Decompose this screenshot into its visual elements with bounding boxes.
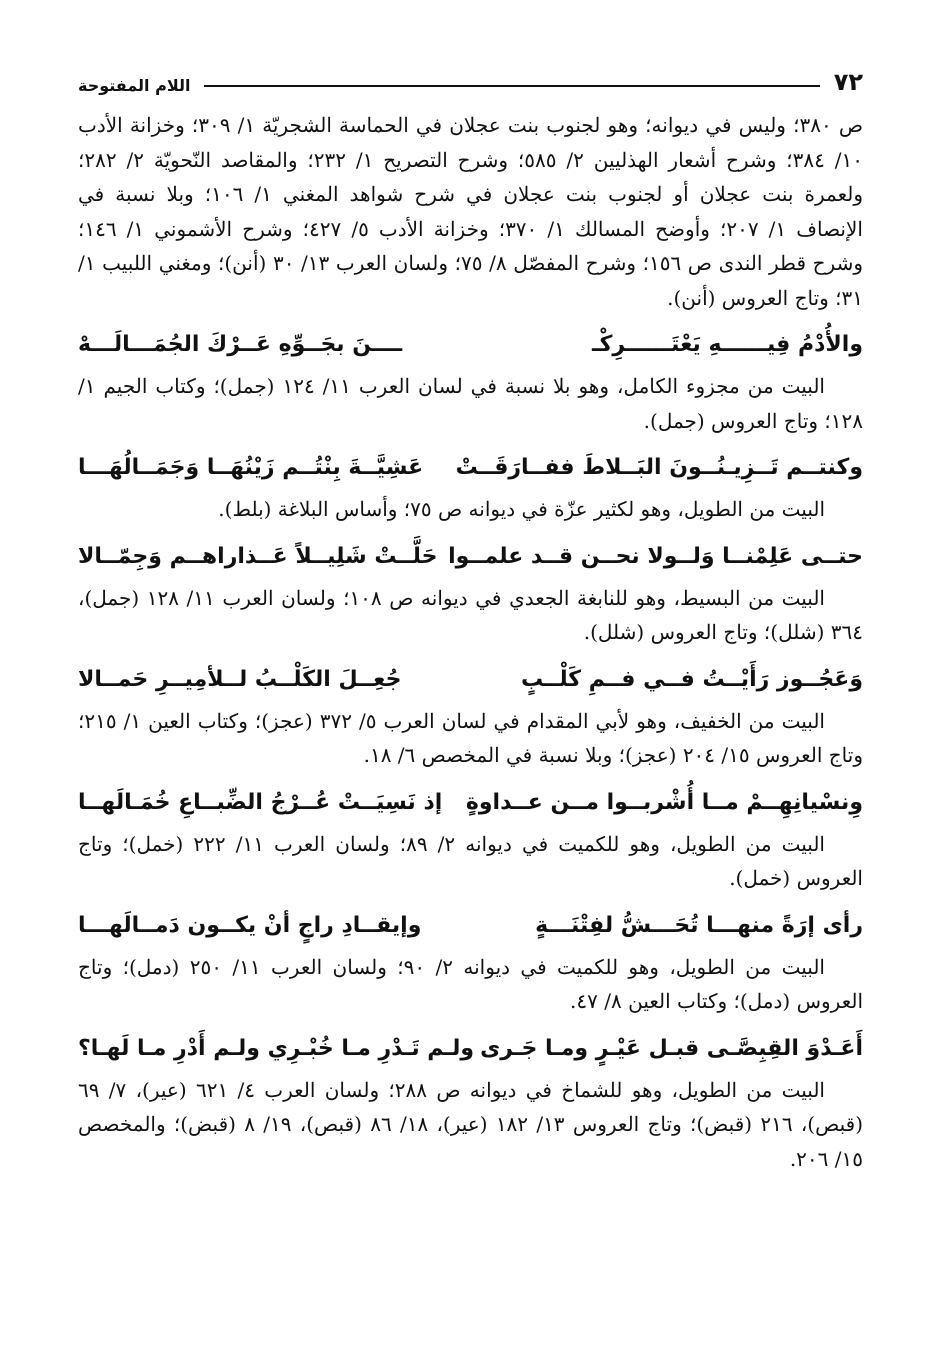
verse-first-hemistich: رأى إرَةً منهـــا تُحَـــشُّ لفِتْنَـــةٍ: [535, 912, 863, 938]
verse-first-hemistich: أَعَـدْوَ القِبِصَّـى قبـل عَيْـرٍ ومـا جَـرى: [480, 1035, 863, 1061]
verse-line: [78, 906, 863, 946]
verse-first-hemistich: والأُدْمُ فِيــــــهِ يَعْتَــــــرِكْـ: [592, 332, 863, 357]
verse-line: [78, 660, 863, 700]
verse-second-hemistich: جُعِــلَ الكَلْــبُ لــلأمِيــرِ حَمــالا: [78, 666, 402, 692]
verse-second-hemistich: عَشِيَّــةَ بِنْتُــم زَيْنُهَــا وَجَمَــالُهَـــا: [78, 455, 424, 480]
running-header: [78, 58, 863, 94]
verse-line: [78, 448, 863, 488]
verse-entry-7: [78, 1029, 863, 1177]
verse-note: البيت من الطويل، وهو للكميت في ديوانه ٢/ ٨٩؛ ولسان العرب ١١/ ٢٢٢ (خمل)؛ وتاج العروس (خمل).: [78, 831, 863, 890]
verse-second-hemistich: حَلَّــتْ شَلِيــلاً عَــذاراهــم وَجِمّــالا: [78, 543, 438, 569]
verse-entry-3: [78, 537, 863, 650]
verse-first-hemistich: وِنسْيانِهِــمْ مــا أُشْربــوا مــن عــداوةٍ: [465, 789, 863, 815]
verse-entry-2: [78, 448, 863, 527]
verse-entry-6: [78, 906, 863, 1019]
verse-note: البيت من البسيط، وهو للنابغة الجعدي في ديوانه ص ١٠٨؛ ولسان العرب ١١/ ١٢٨ (جمل)، ٣٦٤ (شلل)؛ وتاج العروس (شلل).: [78, 585, 863, 644]
verse-entry-4: [78, 660, 863, 773]
verse-second-hemistich: ــــنَ بجَــوِّهِ عَــرْكَ الجُمَـــالَـــهْ: [78, 332, 403, 357]
verse-note: البيت من الخفيف، وهو لأبي المقدام في لسان العرب ٥/ ٣٧٢ (عجز)؛ وكتاب العين ١/ ٢١٥؛ وتاج العروس ١٥/ ٢٠٤ (عجز)؛ وبلا نسبة في المخصص ٦/ ١٨.: [78, 708, 863, 767]
verse-first-hemistich: وكنتــم تَــزِيـنُــونَ البَــلاطَ ففــارَقَــتْ: [455, 455, 863, 480]
verse-second-hemistich: ولـم تَـدْرِ مـا خُبْـرِي ولـم أَدْرِ مـا لَهـا؟: [78, 1035, 475, 1061]
verse-note: البيت من الطويل، وهو للكميت في ديوانه ٢/ ٩٠؛ ولسان العرب ١١/ ٢٥٠ (دمل)؛ وتاج العروس (دمل)؛ وكتاب العين ٨/ ٤٧.: [78, 954, 863, 1013]
page-number: ٧٢: [833, 68, 863, 96]
verse-line: [78, 783, 863, 823]
verse-line: [78, 1029, 863, 1069]
section-title: اللام المفتوحة: [78, 76, 191, 95]
verse-first-hemistich: حتــى عَلِمْنــا وَلــولا نحــن قــد علمــوا: [448, 543, 863, 569]
verse-first-hemistich: وَعَجُــوز رَأَيْــتُ فــي فــمِ كَلْــبٍ: [521, 666, 863, 692]
verse-entry-1: [78, 325, 863, 438]
verse-line: [78, 325, 863, 365]
header-rule: [204, 85, 819, 87]
verse-second-hemistich: إذ نَسِيَــتْ عُــرْجُ الضِّبــاعِ خُمَـالَهــا: [78, 789, 443, 815]
verse-note: البيت من الطويل، وهو للشماخ في ديوانه ص ٢٨٨؛ ولسان العرب ٤/ ٦٢١ (عير)، ٧/ ٦٩ (قبص)، ٢١٦ (قبض)؛ وتاج العروس ١٣/ ١٨٢ (عير)، ١٨/ ٨٦ (قبص)، ١٩/ ٨ (قبض)؛ والمخصص ١٥/ ٢٠٦.: [78, 1077, 864, 1171]
verse-entry-5: [78, 783, 863, 896]
intro-note: ص ٣٨٠؛ وليس في ديوانه؛ وهو لجنوب بنت عجلان في الحماسة الشجريّة ١/ ٣٠٩؛ وخزانة الأدب ١٠/ ٣٨٤؛ وشرح أشعار الهذليين ٢/ ٥٨٥؛ وشرح التصريح ١/ ٢٣٢؛ والمقاصد النّحويّة ٢/ ٢٨٢؛ ولعمرة بنت عجلان أو لجنوب بنت عجلان في شرح شواهد المغني ١/ ١٠٦؛ وبلا نسبة في الإنصاف ١/ ٢٠٧؛ وأوضح المسالك ١/ ٣٧٠؛ وخزانة الأدب ٥/ ٤٢٧؛ وشرح الأشموني ١/ ١٤٦؛ وشرح قطر الندى ص ١٥٦؛ وشرح المفصّل ٨/ ٧٥؛ ولسان العرب ١٣/ ٣٠ (أنن)؛ ومغني اللبيب ١/ ٣١؛ وتاج العروس (أنن).: [78, 113, 863, 310]
verse-second-hemistich: وإيقــادِ راجٍ أنْ يكــون دَمــالَهـــا: [78, 912, 422, 938]
verse-note: البيت من مجزوء الكامل، وهو بلا نسبة في لسان العرب ١١/ ١٢٤ (جمل)؛ وكتاب الجيم ١/ ١٢٨؛ وتاج العروس (جمل).: [78, 374, 863, 433]
verse-note: البيت من الطويل، وهو لكثير عزّة في ديوانه ص ٧٥؛ وأساس البلاغة (بلط).: [218, 497, 825, 521]
verse-line: [78, 537, 863, 577]
